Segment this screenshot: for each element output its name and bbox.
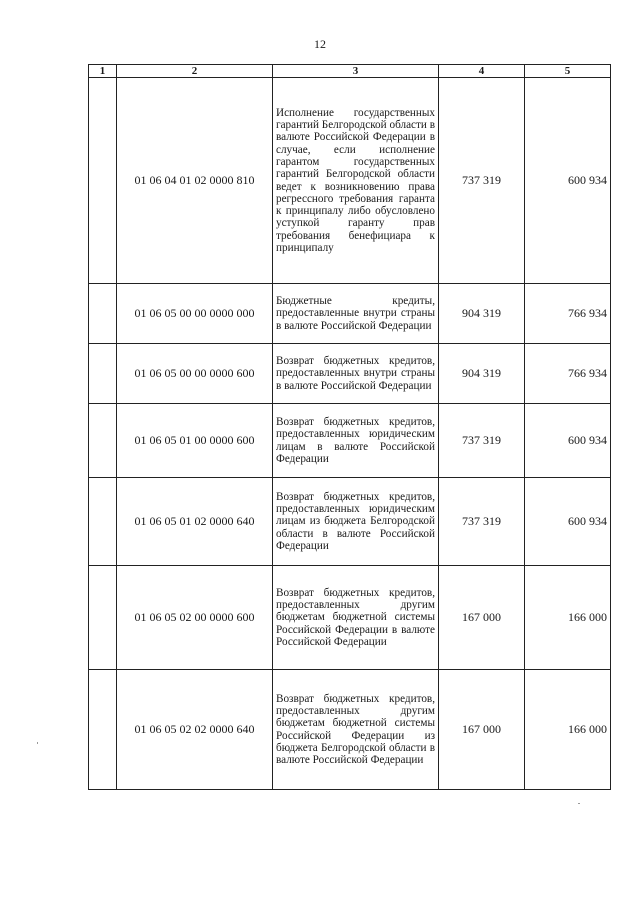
budget-code-cell: 01 06 04 01 02 0000 810 [117, 78, 273, 284]
budget-code-cell: 01 06 05 01 02 0000 640 [117, 478, 273, 566]
amount-col4-cell: 167 000 [439, 566, 525, 670]
amount-col5-cell: 600 934 [525, 478, 611, 566]
budget-code-cell: 01 06 05 01 00 0000 600 [117, 404, 273, 478]
amount-col4-cell: 737 319 [439, 404, 525, 478]
row-number-cell [89, 566, 117, 670]
budget-code-cell: 01 06 05 00 00 0000 600 [117, 344, 273, 404]
column-header-5: 5 [525, 65, 611, 78]
amount-col5-cell: 766 934 [525, 284, 611, 344]
budget-code-cell: 01 06 05 02 00 0000 600 [117, 566, 273, 670]
description-cell: Возврат бюджетных кредитов, предоставленных другим бюджетам бюджетной системы Российской Федерации в валюте Российской Федерации [273, 566, 439, 670]
table-row [89, 670, 611, 790]
table-header-row [89, 65, 611, 78]
description-cell: Бюджетные кредиты, предоставленные внутри страны в валюте Российской Федерации [273, 284, 439, 344]
amount-col5-cell: 166 000 [525, 566, 611, 670]
row-number-cell [89, 670, 117, 790]
table-row [89, 478, 611, 566]
column-header-4: 4 [439, 65, 525, 78]
description-cell: Возврат бюджетных кредитов, предоставленных юридическим лицам в валюте Российской Федерации [273, 404, 439, 478]
row-number-cell [89, 78, 117, 284]
row-number-cell [89, 344, 117, 404]
scan-speck [578, 803, 580, 804]
column-header-3: 3 [273, 65, 439, 78]
amount-col4-cell: 167 000 [439, 670, 525, 790]
amount-col5-cell: 600 934 [525, 404, 611, 478]
page-number: 12 [314, 37, 326, 51]
row-number-cell [89, 404, 117, 478]
table-row [89, 404, 611, 478]
budget-code-cell: 01 06 05 00 00 0000 000 [117, 284, 273, 344]
scan-speck [37, 742, 38, 744]
table-row [89, 344, 611, 404]
amount-col5-cell: 600 934 [525, 78, 611, 284]
table-row [89, 566, 611, 670]
description-cell: Возврат бюджетных кредитов, предоставленных внутри страны в валюте Российской Федерации [273, 344, 439, 404]
budget-code-cell: 01 06 05 02 02 0000 640 [117, 670, 273, 790]
amount-col5-cell: 166 000 [525, 670, 611, 790]
amount-col4-cell: 904 319 [439, 344, 525, 404]
amount-col4-cell: 737 319 [439, 78, 525, 284]
column-header-2: 2 [117, 65, 273, 78]
table-row [89, 284, 611, 344]
table-row [89, 78, 611, 284]
amount-col5-cell: 766 934 [525, 344, 611, 404]
description-cell: Возврат бюджетных кредитов, предоставленных юридическим лицам из бюджета Белгородской области в валюте Российской Федерации [273, 478, 439, 566]
amount-col4-cell: 904 319 [439, 284, 525, 344]
amount-col4-cell: 737 319 [439, 478, 525, 566]
row-number-cell [89, 284, 117, 344]
row-number-cell [89, 478, 117, 566]
column-header-1: 1 [89, 65, 117, 78]
budget-sources-table [88, 64, 611, 790]
description-cell: Исполнение государственных гарантий Белгородской области в валюте Российской Федерации в случае, если исполнение гарантом государственных гарантий Белгородской области ведет к возникновению права регрессного требования гаранта к принципалу либо обусловлено уступкой гаранту прав требования бенефициара к принципалу [273, 78, 439, 284]
description-cell: Возврат бюджетных кредитов, предоставленных другим бюджетам бюджетной системы Российской Федерации из бюджета Белгородской области в валюте Российской Федерации [273, 670, 439, 790]
